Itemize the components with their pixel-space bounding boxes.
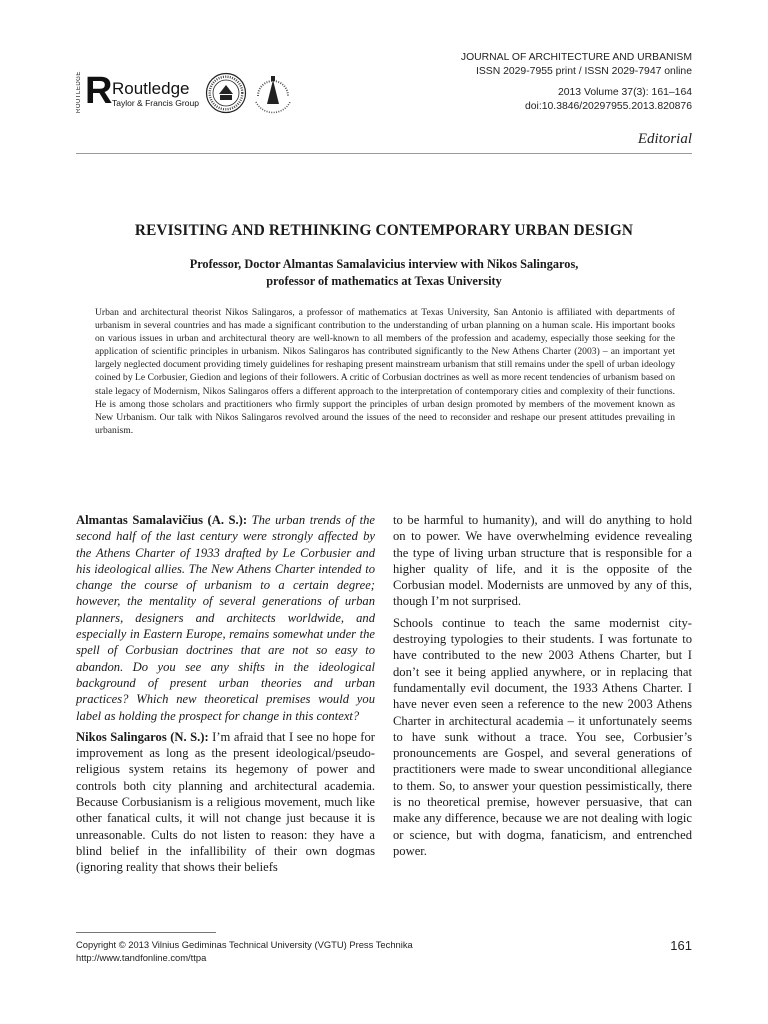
university-seal-icon [205,72,247,114]
publisher-logo [76,70,199,118]
subtitle-line-2: professor of mathematics at Texas University [266,273,502,288]
question-paragraph [76,512,375,724]
respondent-label: Nikos Salingaros (N. S.): [76,729,209,744]
publisher-name: Routledge [112,78,190,98]
section-label: Editorial [637,131,692,147]
journal-info [461,51,692,113]
answer-text: I’m afraid that I see no hope for improvement as long as the present ideological/pseudo-religious system retains its hegemony of power and controls both city planning and architectural academia. Because Corbusianism is a religious movement, much like other fanatical cults, it will not change just because it is unreasonable. Cults do not listen to reason: they have a blind belief in the infallibility of their own dogmas (ignoring reality that shows their beliefs [76,729,375,875]
faculty-emblem-icon [252,68,294,116]
question-text: The urban trends of the second half of the last century were strongly affected by the Athens Charter of 1933 drafted by Le Corbusier and his ideological allies. The New Athens Charter intended to change the course of urbanism to a certain degree; however, the mentality of several generations of urban planners, designers and architects worldwide, and especially in Eastern Europe, remains somewhat under the spell of Corbusian doctrines that are not so easy to abandon. Do you see any shifts in the ideological background of present urban theories and urban practices? Which new theoretical premises would you label as holding the prospect for change in this context? [76,513,375,723]
copyright-text: Copyright © 2013 Vilnius Gediminas Technical University (VGTU) Press Technika [76,939,413,950]
publisher-group: Taylor & Francis Group [112,97,199,108]
page-number: 161 [670,938,692,953]
answer-continuation: to be harmful to humanity), and will do anything to hold on to power. We have overwhelming evidence revealing the type of living urban structure that is responsible for a higher quality of life, and it is the opposite of the Corbusian model. Modernists are unmoved by any of this, though I’m not surprised. [393,513,692,609]
journal-doi[interactable]: doi:10.3846/20297955.2013.820876 [525,100,692,112]
body-column-right [393,512,692,859]
routledge-r-letter: R [85,70,113,112]
footer-divider [76,932,216,933]
answer-paragraph-2: Schools continue to teach the same modernist city-destroying typologies to their students. I was fortunate to have contributed to the new 2003 Athens Charter, but I don’t see it being applied anywhere, or in replacing that fundamentally evil document, the 1933 Athens Charter. I have never even seen a reference to the new 2003 Athens Charter in architectural academia – it unfortunately seems to have sunk without a trace. You see, Corbusier’s pronouncements are Gospel, and several generations of practitioners were made to swear unconditional allegiance to them. So, to answer your question pessimistically, there is no theoretical premise, however persuasive, that can make any difference, because we are not dealing with logic or science, but with dogma, fanaticism, and entrenched power. [393,615,692,858]
routledge-side-text: ROUTLEDGE [76,71,82,113]
journal-name: JOURNAL OF ARCHITECTURE AND URBANISM [460,52,692,63]
footer [76,938,413,964]
routledge-r-mark [76,70,113,113]
article-subtitle [0,256,768,289]
journal-volume: 2013 Volume 37(3): 161–164 [557,87,692,98]
interviewer-label: Almantas Samalavičius (A. S.): [76,513,248,527]
header-divider [76,153,692,154]
body-column-left [76,512,375,876]
journal-issn: ISSN 2029-7955 print / ISSN 2029-7947 online [475,65,692,77]
subtitle-line-1: Professor, Doctor Almantas Samalavicius interview with Nikos Salingaros, [189,257,579,271]
journal-url-link[interactable]: http://www.tandfonline.com/ttpa [76,952,207,963]
answer-paragraph [76,729,375,876]
article-title: REVISITING AND RETHINKING CONTEMPORARY URBAN DESIGN [134,222,634,239]
abstract: Urban and architectural theorist Nikos Salingaros, a professor of mathematics at Texas University, San Antonio is affiliated with departments of urbanism in several countries and has made a significant contribution to the understanding of urban planning on a human scale. His important books on various issues in urban and architectural theory are well-known to all members of the profession and academy, especially those seeking for the application of scientific principles in urbanism. Nikos Salingaros has contributed significantly to the New Athens Charter (2003) – an important yet largely neglected document providing timely guidelines for reshaping present mainstream urbanism that still remains under the spell of urban ideology coined by Le Corbusier, Giedion and legions of their followers. A critic of Corbusian doctrines as well as more recent tendencies of urbanism based on stale legacy of Modernism, Nikos Salingaros offers a different approach to the interpretation of contemporary cities and complexity of their functions. He is among those scholars and practitioners who firmly support the principles of urban design promoted by members of the movement known as New Urbanism. Our talk with Nikos Salingaros revolved around the issues of the need to reconsider and reshape our present attitudes prevailing in urbanism. [95,307,675,436]
